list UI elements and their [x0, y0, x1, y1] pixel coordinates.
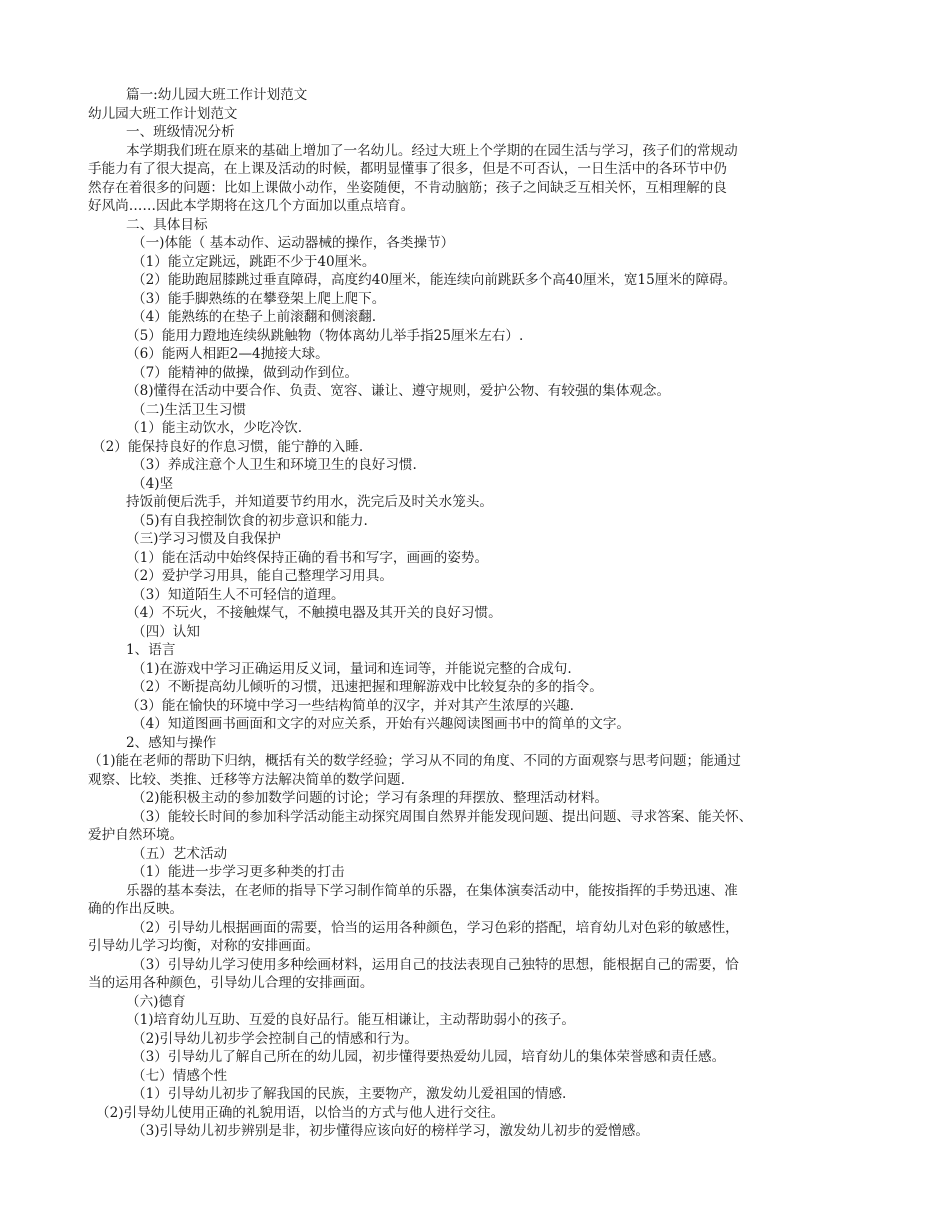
text-line: （5）能用力蹬地连续纵跳触物（物体离幼儿举手指25厘米左右）.: [126, 327, 524, 344]
text-line: （五）艺术活动: [132, 845, 228, 862]
text-line: （4）不玩火，不接触煤气，不触摸电器及其开关的良好习惯。: [126, 605, 502, 621]
text-line: （四）认知: [132, 623, 200, 640]
text-line: 确的作出反映。: [88, 901, 184, 917]
text-line: （三)学习习惯及自我保护: [126, 531, 281, 547]
text-line: （1）能主动饮水，少吃冷饮.: [126, 420, 303, 436]
text-line: （8)懂得在活动中要合作、负责、宽容、谦让、遵守规则，爱护公物、有较强的集体观念。: [126, 383, 671, 399]
text-line: （1）能立定跳远，跳距不少于40厘米。: [132, 253, 376, 270]
text-line: （3）养成注意个人卫生和环境卫生的良好习惯.: [132, 457, 417, 473]
text-line: （3)引导幼儿初步辨别是非，初步懂得应该向好的榜样学习，激发幼儿初步的爱憎感。: [132, 1123, 649, 1139]
text-line: （3）能手脚熟练的在攀登架上爬上爬下。: [132, 290, 386, 307]
text-line: （3）引导幼儿学习使用多种绘画材料，运用自己的技法表现自己独特的思想，能根据自己的需要，恰: [132, 956, 739, 973]
text-line: 幼儿园大班工作计划范文: [88, 105, 238, 122]
text-line: （2)引导幼儿初步学会控制自己的情感和行为。: [132, 1030, 418, 1047]
text-line: （二)生活卫生习惯: [132, 401, 247, 418]
text-line: 持饭前便后洗手，并知道要节约用水，洗完后及时关水笼头。: [126, 494, 494, 510]
text-line: （3）引导幼儿了解自己所在的幼儿园，初步懂得要热爱幼儿园，培育幼儿的集体荣誉感和责任感。: [132, 1049, 726, 1065]
text-line: 手能力有了很大提高，在上课及活动的时候，都明显懂事了很多，但是不可否认，一日生活中的各环节中仍: [88, 161, 727, 177]
text-line: （1)培育幼儿互助、互爱的良好品行。能互相谦让，主动帮助弱小的孩子。: [126, 1012, 575, 1028]
text-line: （2）引导幼儿根据画面的需要，恰当的运用各种颜色，学习色彩的搭配，培育幼儿对色彩的敏感性，: [132, 919, 739, 936]
text-line: 爱护自然环境。: [88, 827, 184, 843]
text-line: （2）能助跑屈膝跳过垂直障碍，高度约40厘米，能连续向前跳跃多个高40厘米，宽15厘米的障碍。: [132, 272, 737, 288]
text-line: （4)坚: [132, 475, 174, 492]
text-line: （6）能两人相距2—4抛接大球。: [126, 346, 329, 362]
text-line: （七）情感个性: [132, 1067, 228, 1084]
text-line: （1)在游戏中学习正确运用反义词，量词和连词等，并能说完整的合成句.: [132, 660, 572, 677]
text-line: 当的运用各种颜色，引导幼儿合理的安排画面。: [88, 975, 374, 991]
text-line: 然存在着很多的问题：比如上课做小动作，坐姿随便，不肯动脑筋；孩子之间缺乏互相关怀，互相理解的良: [88, 179, 727, 196]
text-line: 引导幼儿学习均衡，对称的安排画面。: [88, 938, 320, 954]
text-line: （4）能熟练的在垫子上前滚翻和侧滚翻.: [132, 309, 377, 325]
text-line: （2)引导幼儿使用正确的礼貌用语，以恰当的方式与他人进行交往。: [96, 1104, 505, 1121]
text-line: 乐器的基本奏法，在老师的指导下学习制作简单的乐器，在集体演奏活动中，能按指挥的手势迅速、准: [126, 882, 738, 899]
text-line: 本学期我们班在原来的基础上增加了一名幼儿。经过大班上个学期的在园生活与学习，孩子们的常规动: [126, 142, 738, 159]
text-line: （六)德育: [126, 993, 186, 1010]
text-line: （1）能在活动中始终保持正确的看书和写字，画画的姿势。: [126, 549, 489, 566]
text-line: （1)能在老师的帮助下归纳，概括有关的数学经验；学习从不同的角度、不同的方面观察与思考问题；能通过: [88, 753, 741, 769]
text-line: （3）知道陌生人不可轻信的道理。: [132, 586, 345, 603]
text-line: （一)体能（ 基本动作、运动器械的操作，各类操节）: [132, 235, 455, 251]
text-line: 1、语言: [126, 642, 176, 658]
text-line: （2）能保持良好的作息习惯，能宁静的入睡.: [92, 438, 364, 455]
text-line: 篇一:幼儿园大班工作计划范文: [126, 87, 308, 103]
text-line: 观察、比较、类推、迁移等方法解决简单的数学问题.: [88, 771, 405, 788]
text-line: （5)有自我控制饮食的初步意识和能力.: [132, 512, 368, 529]
document-body: [88, 86, 863, 1141]
text-line: （2）不断提高幼儿倾听的习惯，迅速把握和理解游戏中比较复杂的多的指令。: [132, 679, 603, 695]
text-line: （1）引导幼儿初步了解我国的民族，主要物产，激发幼儿爱祖国的情感.: [132, 1086, 567, 1102]
text-line: （4）知道图画书画面和文字的对应关系，开始有兴趣阅读图画书中的简单的文字。: [132, 716, 631, 732]
text-line: （1）能进一步学习更多种类的打击: [132, 864, 345, 880]
text-line: （3）能较长时间的参加科学活动能主动探究周围自然界并能发现问题、提出问题、寻求答案、能关怀、: [132, 808, 753, 825]
text-line: （7）能精神的做操，做到动作到位。: [132, 364, 359, 381]
text-line: 一、班级情况分析: [126, 124, 235, 140]
text-line: 好风尚……因此本学期将在这几个方面加以重点培育。: [88, 198, 415, 214]
text-line: （3）能在愉快的环境中学习一些结构简单的汉字，并对其产生浓厚的兴趣.: [126, 697, 574, 714]
text-line: 二、具体目标: [126, 216, 208, 233]
text-line: （2）爱护学习用具，能自己整理学习用具。: [126, 568, 393, 584]
text-line: 2、感知与操作: [126, 734, 217, 751]
text-line: （2)能积极主动的参加数学问题的讨论；学习有条理的拜摆放、整理活动材料。: [132, 790, 609, 806]
